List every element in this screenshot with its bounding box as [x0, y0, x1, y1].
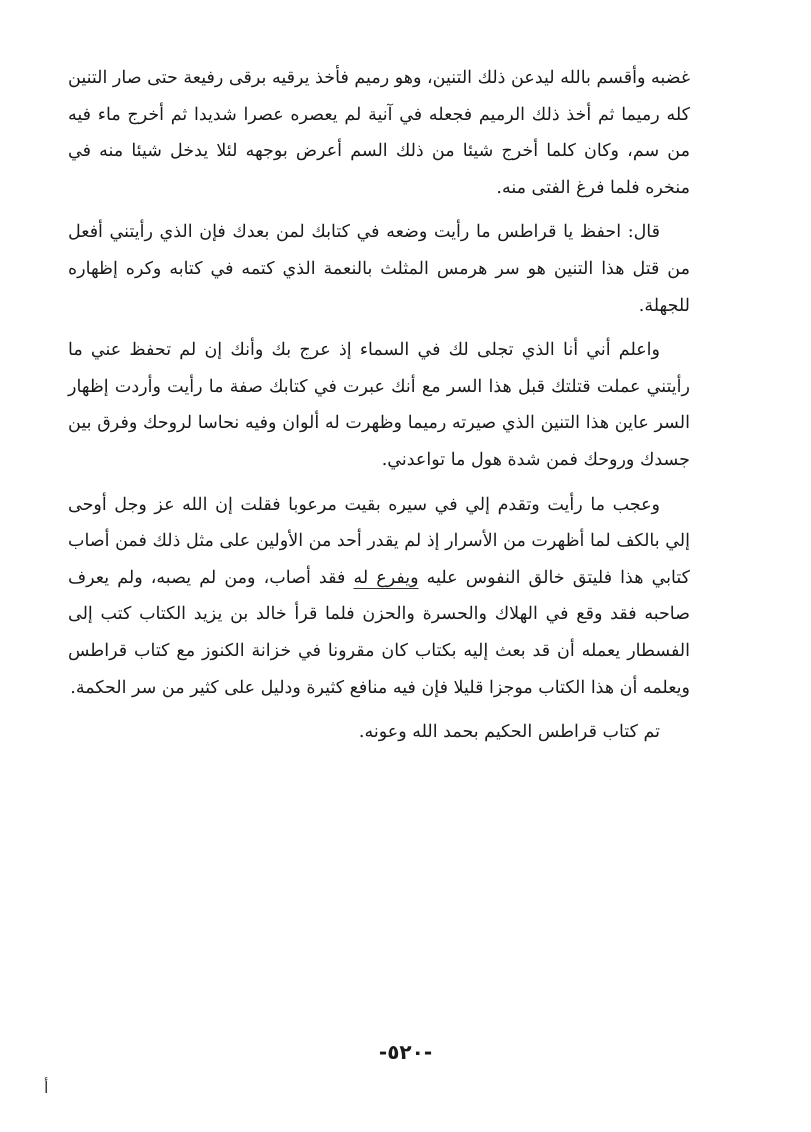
page-body: [68, 60, 690, 759]
paragraph-4: [68, 487, 690, 707]
margin-mark: أ: [44, 1078, 49, 1097]
paragraph-3: واعلم أني أنا الذي تجلى لك في السماء إذ عرج بك وأنك إن لم تحفظ عني ما رأيتني عملت قتلتك قبل هذا السر مع أنك عبرت في كتابك صفة ما رأيت وأردت إظهار السر عاين هذا التنين الذي صيرته رميما وظهرت له ألوان وفيه نحاسا لروحك وفرق بين جسدك وروحك فمن شدة هول ما تواعدني.: [68, 340, 690, 470]
paragraph-4-text-before: وعجب ما رأيت وتقدم إلي في سيره بقيت مرعوبا فقلت إن الله عز وجل أوحى إلي بالكف لما أظهرت من الأسرار إذ لم يقدر أحد من الأولين على مثل ذلك فمن أصاب كتابي هذا فليتق خالق النفوس عليه: [68, 494, 690, 588]
paragraph-4-text-after: فقد أصاب، ومن لم يصبه، ولم يعرف صاحبه فقد وقع في الهلاك والحسرة والحزن فلما قرأ خالد بن يزيد الكتاب كتب إلى الفسطار يعمله أن قد بعث إليه بكتاب كان مقرونا في خزانة الكنوز مع كتاب قراطس ويعلمه أن هذا الكتاب موجزا قليلا فإن فيه منافع كثيرة ودليل على كثير من سر الحكمة.: [68, 567, 690, 698]
paragraph-1: غضبه وأقسم بالله ليدعن ذلك التنين، وهو رميم فأخذ يرقيه برقى رفيعة حتى صار التنين كله رميما ثم أخذ ذلك الرميم فجعله في آنية لم يعصره عصرا شديدا ثم أخرج ماء فيه من سم، وكان كلما أخرج شيئا من ذلك السم أعرض بوجهه لئلا يدخل شيئا منه في منخره فلما فرغ الفتى منه.: [68, 68, 690, 198]
page-number: -٥٢٠-: [378, 1040, 433, 1064]
colophon: تم كتاب قراطس الحكيم بحمد الله وعونه.: [358, 722, 660, 743]
paragraph-2: قال: احفظ يا قراطس ما رأيت وضعه في كتابك لمن بعدك فإن الذي رأيتني أفعل من قتل هذا التنين هو سر هرمس المثلث بالنعمة الذي كتمه في كتابه وكره إظهاره للجهلة.: [68, 222, 690, 316]
underlined-phrase: ويفرع له: [353, 567, 419, 588]
